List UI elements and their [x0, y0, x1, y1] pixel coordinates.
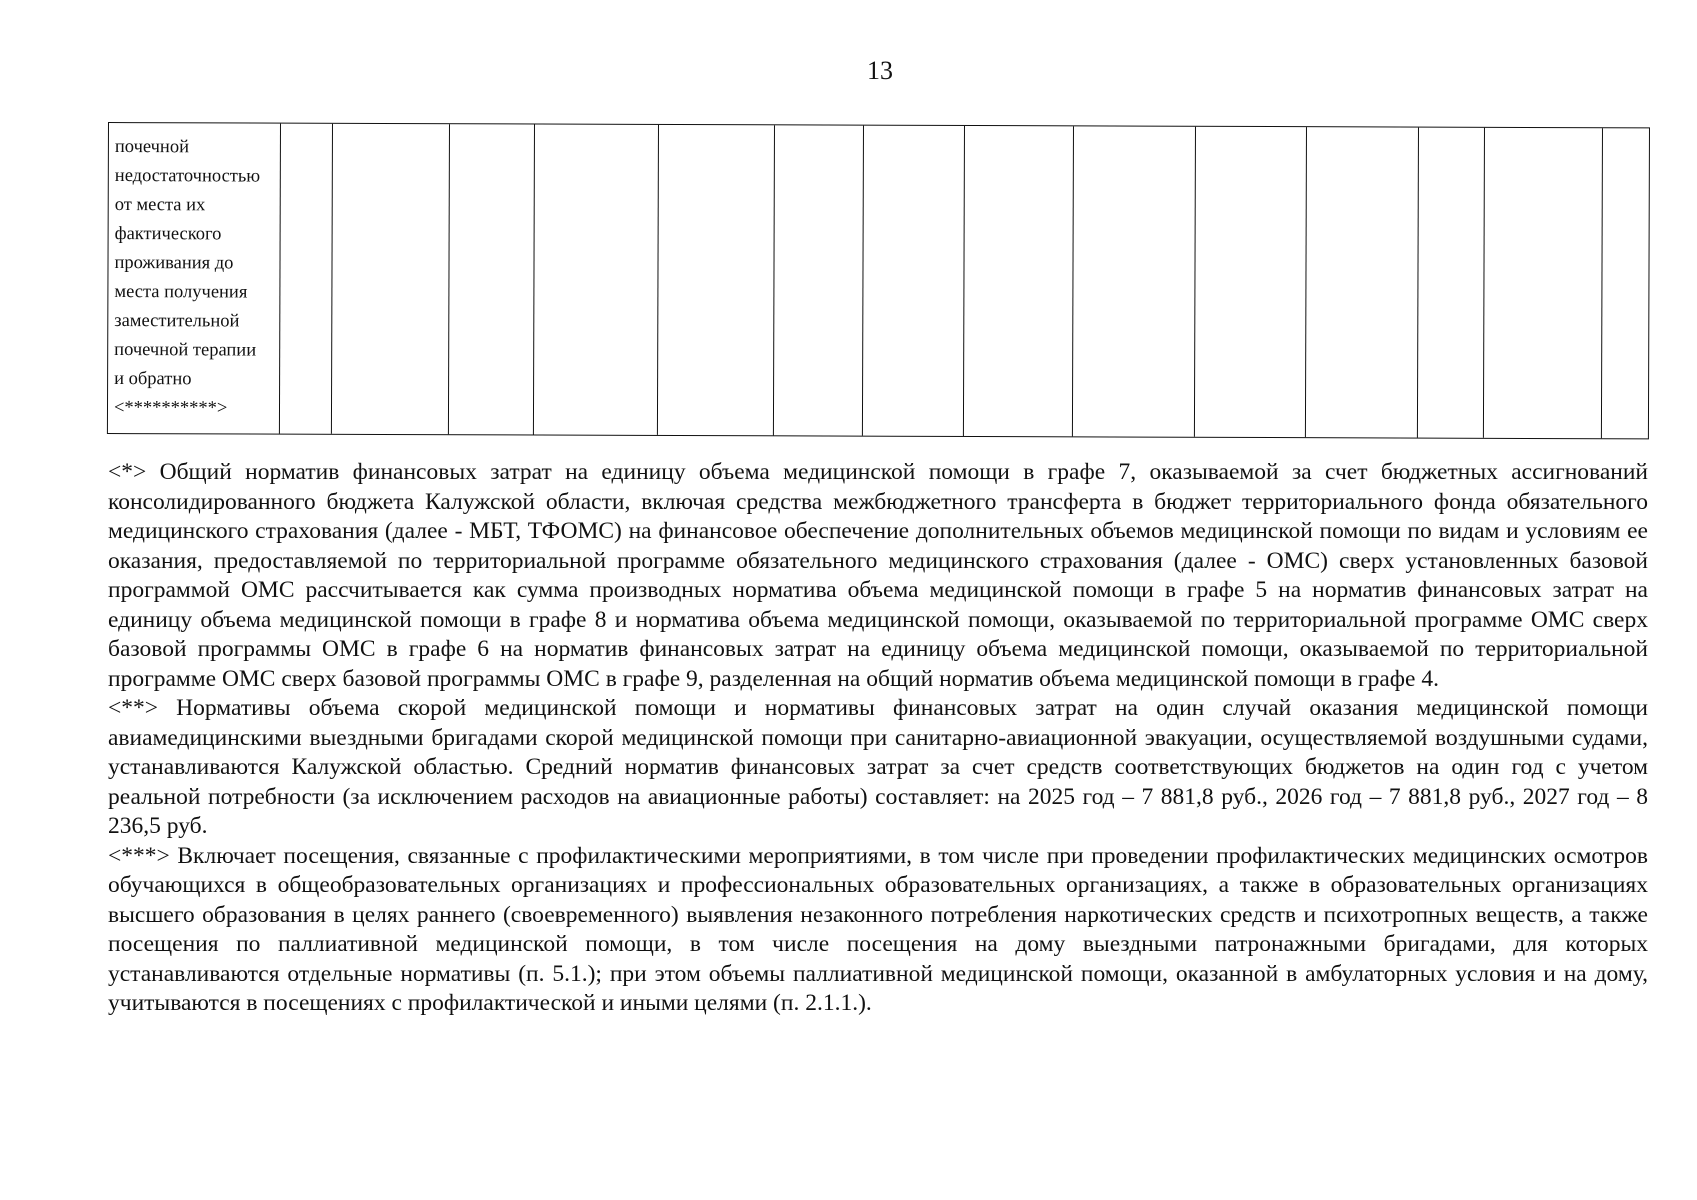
table-cell-empty — [533, 124, 658, 434]
table-row — [108, 123, 1662, 438]
page-number: 13 — [867, 56, 893, 85]
table-cell-empty — [1417, 128, 1484, 438]
table-cell-empty — [448, 124, 534, 434]
table-cell-empty — [331, 124, 449, 434]
table-cell-empty — [1072, 126, 1195, 436]
footnotes — [108, 458, 1648, 1019]
row-label: почечной недостаточностью от места их фактического проживания до места получения заместительной почечной терапии и обратно <**********> — [113, 137, 261, 419]
data-table — [107, 122, 1650, 439]
footnote-3: <***> Включает посещения, связанные с профилактическими мероприятиями, в том числе при проведении профилактических медицинских осмотров обучающихся в общеобразовательных организациях и профессиональных образовательных организациях, а также в образовательных организациях высшего образования в целях раннего (своевременного) выявления незаконного потребления наркотических средств и психотропных веществ, а также посещения по паллиативной медицинской помощи, в том числе посещения на дому выездными патронажными бригадами, для которых устанавливаются отдельные нормативы (п. 5.1.); при этом объемы паллиативной медицинской помощи, оказанной в амбулаторных условия и на дому, учитываются в посещениях с профилактической и иными целями (п. 2.1.1.). — [108, 842, 1648, 1016]
footnote-1: <*> Общий норматив финансовых затрат на единицу объема медицинской помощи в графе 7, оказываемой за счет бюджетных ассигнований консолидированного бюджета Калужской области, включая средства межбюджетного трансферта в бюджет территориального фонда обязательного медицинского страхования (далее - МБТ, ТФОМС) на финансовое обеспечение дополнительных объемов медицинской помощи по видам и условиям ее оказания, предоставляемой по территориальной программе обязательного медицинского страхования (далее - ОМС) сверх установленных базовой программой ОМС рассчитывается как сумма производных норматива объема медицинской помощи в графе 5 на норматив финансовых затрат на единицу объема медицинской помощи в графе 8 и норматива объема медицинской помощи, оказываемой по территориальной программе ОМС сверх базовой программы ОМС в графе 6 на норматив финансовых затрат на единицу объема медицинской помощи, оказываемой по территориальной программе ОМС сверх базовой программы ОМС в графе 9, разделенная на общий норматив объема медицинской помощи в графе 4. — [108, 459, 1648, 692]
footnote-2: <**> Нормативы объема скорой медицинской помощи и нормативы финансовых затрат на один случай оказания медицинской помощи авиамедицинскими выездными бригадами скорой медицинской помощи при санитарно-авиационной эвакуации, осуществляемой воздушными судами, устанавливаются Калужской областью. Средний норматив финансовых затрат за счет средств соответствующих бюджетов на один год с учетом реальной потребности (за исключением расходов на авиационные работы) составляет: на 2025 год – 7 881,8 руб., 2026 год – 7 881,8 руб., 2027 год – 8 236,5 руб. — [108, 695, 1648, 839]
table-cell-empty — [963, 126, 1073, 436]
table-cell-empty — [862, 126, 964, 436]
table-cell-empty — [1194, 127, 1306, 437]
table-cell-empty — [1305, 127, 1418, 437]
table-cell-empty — [1601, 128, 1662, 438]
table-cell-empty — [773, 125, 863, 435]
table-cell-name — [108, 123, 280, 434]
table-cell-empty — [657, 125, 774, 435]
table-grid — [108, 123, 1662, 438]
table-cell-empty — [279, 124, 332, 434]
table-cell-empty — [1483, 128, 1602, 438]
